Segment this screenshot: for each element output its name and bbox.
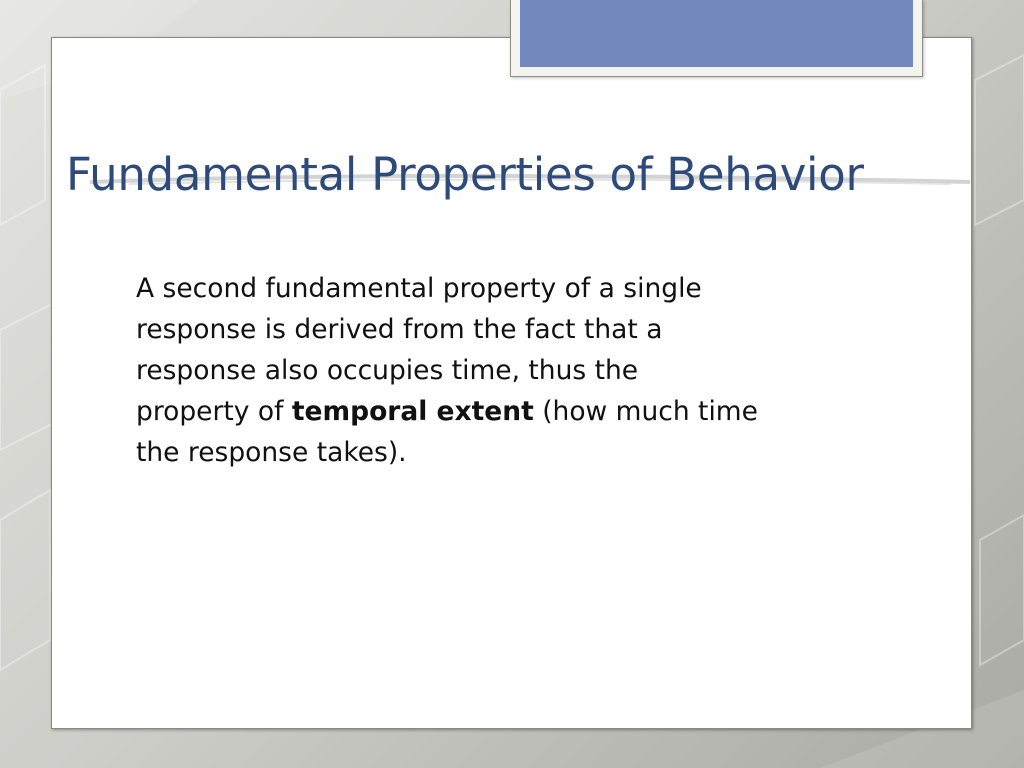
body-line-5: the response takes). (136, 437, 407, 468)
body-line-1: A second fundamental property of a single (136, 273, 702, 304)
body-paragraph (136, 268, 896, 473)
accent-block (520, 0, 913, 67)
body-line-4-end: (how much time (533, 396, 758, 427)
body-line-4-start: property of (136, 396, 292, 427)
accent-frame (510, 0, 923, 77)
temporal-extent-term: temporal extent (291, 396, 534, 427)
body-line-2: response is derived from the fact that a (136, 314, 663, 345)
body-line-3: response also occupies time, thus the (136, 355, 639, 386)
slide-title: Fundamental Properties of Behavior (66, 148, 864, 201)
